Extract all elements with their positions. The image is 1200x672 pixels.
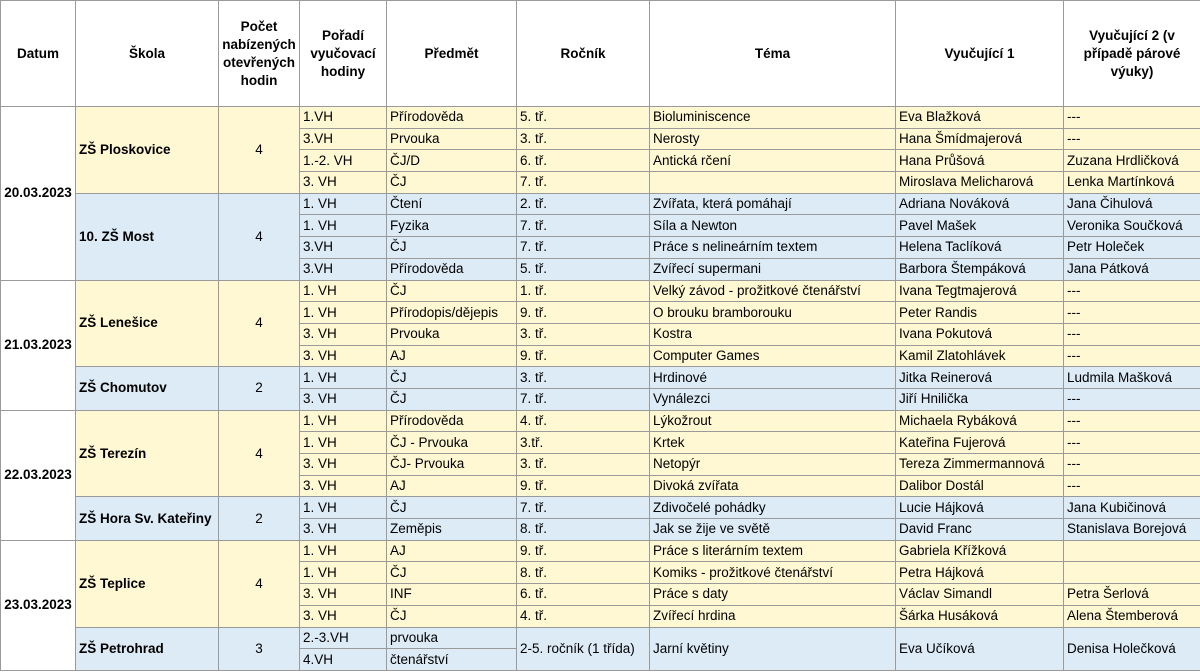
grade-cell[interactable]: 9. tř. (517, 302, 650, 324)
t1-cell[interactable]: Jitka Reinerová (896, 367, 1064, 389)
t2-cell[interactable]: --- (1064, 345, 1200, 367)
topic-cell[interactable]: Vynálezci (650, 388, 896, 410)
t2-cell[interactable]: Petr Holeček (1064, 237, 1200, 259)
t2-cell[interactable]: --- (1064, 280, 1200, 302)
date-cell[interactable]: 20.03.2023 (1, 107, 76, 281)
subject-cell[interactable]: AJ (387, 345, 517, 367)
grade-cell[interactable]: 9. tř. (517, 345, 650, 367)
topic-cell[interactable]: Zvířata, která pomáhají (650, 193, 896, 215)
school-cell[interactable]: ZŠ Petrohrad (76, 627, 219, 670)
subject-cell[interactable]: prvouka (387, 627, 517, 649)
topic-cell[interactable]: Kostra (650, 323, 896, 345)
t1-cell[interactable]: Pavel Mašek (896, 215, 1064, 237)
topic-cell[interactable]: Zvířecí supermani (650, 258, 896, 280)
order-cell[interactable]: 3. VH (300, 454, 387, 476)
t1-cell[interactable]: Michaela Rybáková (896, 410, 1064, 432)
subject-cell[interactable]: ČJ (387, 367, 517, 389)
subject-cell[interactable]: ČJ/D (387, 150, 517, 172)
t2-cell[interactable]: Ludmila Mašková (1064, 367, 1200, 389)
topic-cell[interactable]: Lýkožrout (650, 410, 896, 432)
subject-cell[interactable]: Fyzika (387, 215, 517, 237)
subject-cell[interactable]: Přírodověda (387, 410, 517, 432)
grade-cell[interactable]: 8. tř. (517, 562, 650, 584)
subject-cell[interactable]: Prvouka (387, 323, 517, 345)
t2-cell[interactable]: Lenka Martínková (1064, 172, 1200, 194)
t2-cell[interactable]: Denisa Holečková (1064, 627, 1200, 670)
subject-cell[interactable]: Přírodověda (387, 258, 517, 280)
grade-cell[interactable]: 2-5. ročník (1 třída) (517, 627, 650, 670)
t1-cell[interactable]: Ivana Tegtmajerová (896, 280, 1064, 302)
subject-cell[interactable]: ČJ (387, 280, 517, 302)
grade-cell[interactable]: 6. tř. (517, 150, 650, 172)
t1-cell[interactable]: Václav Simandl (896, 584, 1064, 606)
t2-cell[interactable] (1064, 562, 1200, 584)
topic-cell[interactable]: Jarní květiny (650, 627, 896, 670)
t2-cell[interactable]: --- (1064, 454, 1200, 476)
topic-cell[interactable]: Bioluminiscence (650, 107, 896, 129)
count-cell[interactable]: 4 (219, 540, 300, 627)
topic-cell[interactable]: Práce s literárním textem (650, 540, 896, 562)
header-grade[interactable]: Ročník (517, 1, 650, 107)
order-cell[interactable]: 3. VH (300, 605, 387, 627)
grade-cell[interactable]: 9. tř. (517, 540, 650, 562)
t2-cell[interactable]: Jana Čihulová (1064, 193, 1200, 215)
t1-cell[interactable]: Ivana Pokutová (896, 323, 1064, 345)
t2-cell[interactable]: Jana Kubičinová (1064, 497, 1200, 519)
t1-cell[interactable]: David Franc (896, 519, 1064, 541)
t1-cell[interactable]: Barbora Štempáková (896, 258, 1064, 280)
table-row (1, 107, 1200, 129)
count-cell[interactable]: 4 (219, 280, 300, 367)
t1-cell[interactable]: Miroslava Melicharová (896, 172, 1064, 194)
subject-cell[interactable]: INF (387, 584, 517, 606)
order-cell[interactable]: 3.VH (300, 237, 387, 259)
school-cell[interactable]: ZŠ Chomutov (76, 367, 219, 410)
order-cell[interactable]: 1. VH (300, 367, 387, 389)
subject-cell[interactable]: ČJ- Prvouka (387, 454, 517, 476)
t1-cell[interactable]: Petra Hájková (896, 562, 1064, 584)
grade-cell[interactable]: 4. tř. (517, 605, 650, 627)
order-cell[interactable]: 3. VH (300, 519, 387, 541)
subject-cell[interactable]: ČJ (387, 605, 517, 627)
topic-cell[interactable]: Zvířecí hrdina (650, 605, 896, 627)
order-cell[interactable]: 3. VH (300, 323, 387, 345)
t1-cell[interactable]: Šárka Husáková (896, 605, 1064, 627)
t1-cell[interactable]: Eva Blažková (896, 107, 1064, 129)
topic-cell[interactable]: Komiks - prožitkové čtenářství (650, 562, 896, 584)
t1-cell[interactable]: Eva Učíková (896, 627, 1064, 670)
subject-cell[interactable]: Přírodopis/dějepis (387, 302, 517, 324)
date-cell[interactable]: 21.03.2023 (1, 280, 76, 410)
subject-cell[interactable]: Přírodověda (387, 107, 517, 129)
order-cell[interactable]: 3.VH (300, 128, 387, 150)
t1-cell[interactable]: Helena Taclíková (896, 237, 1064, 259)
t1-cell[interactable]: Dalibor Dostál (896, 475, 1064, 497)
t2-cell[interactable]: Alena Štemberová (1064, 605, 1200, 627)
subject-cell[interactable]: ČJ (387, 497, 517, 519)
count-cell[interactable]: 4 (219, 193, 300, 280)
grade-cell[interactable]: 5. tř. (517, 258, 650, 280)
header-teacher2[interactable]: Vyučující 2 (v případě párové výuky) (1064, 1, 1200, 107)
subject-cell[interactable]: ČJ (387, 172, 517, 194)
topic-cell[interactable]: O brouku bramborouku (650, 302, 896, 324)
grade-cell[interactable]: 4. tř. (517, 410, 650, 432)
grade-cell[interactable]: 8. tř. (517, 519, 650, 541)
order-cell[interactable]: 1. VH (300, 497, 387, 519)
header-count[interactable]: Počet nabízených otevřených hodin (219, 1, 300, 107)
t2-cell[interactable]: --- (1064, 302, 1200, 324)
subject-cell[interactable]: AJ (387, 540, 517, 562)
topic-cell[interactable]: Antická rčení (650, 150, 896, 172)
topic-cell[interactable]: Jak se žije ve světě (650, 519, 896, 541)
t2-cell[interactable]: --- (1064, 475, 1200, 497)
order-cell[interactable]: 1. VH (300, 193, 387, 215)
order-cell[interactable]: 3. VH (300, 475, 387, 497)
topic-cell[interactable]: Divoká zvířata (650, 475, 896, 497)
t2-cell[interactable]: --- (1064, 432, 1200, 454)
topic-cell[interactable]: Netopýr (650, 454, 896, 476)
table-row (1, 193, 1200, 215)
t1-cell[interactable]: Hana Šmídmajerová (896, 128, 1064, 150)
count-cell[interactable]: 4 (219, 107, 300, 194)
grade-cell[interactable]: 3. tř. (517, 367, 650, 389)
t2-cell[interactable]: Veronika Součková (1064, 215, 1200, 237)
t2-cell[interactable]: --- (1064, 410, 1200, 432)
header-date[interactable]: Datum (1, 1, 76, 107)
order-cell[interactable]: 4.VH (300, 649, 387, 671)
table-row (1, 367, 1200, 389)
subject-cell[interactable]: ČJ (387, 237, 517, 259)
t1-cell[interactable]: Jiří Hnilička (896, 388, 1064, 410)
subject-cell[interactable]: Zeměpis (387, 519, 517, 541)
grade-cell[interactable]: 3. tř. (517, 323, 650, 345)
t2-cell[interactable] (1064, 540, 1200, 562)
subject-cell[interactable]: AJ (387, 475, 517, 497)
subject-cell[interactable]: Čtení (387, 193, 517, 215)
topic-cell[interactable]: Krtek (650, 432, 896, 454)
grade-cell[interactable]: 9. tř. (517, 475, 650, 497)
order-cell[interactable]: 3. VH (300, 388, 387, 410)
table-body (1, 107, 1200, 671)
subject-cell[interactable]: ČJ (387, 562, 517, 584)
table-row (1, 497, 1200, 519)
topic-cell[interactable]: Zdivočelé pohádky (650, 497, 896, 519)
subject-cell[interactable]: ČJ - Prvouka (387, 432, 517, 454)
order-cell[interactable]: 1. VH (300, 410, 387, 432)
t2-cell[interactable]: Jana Pátková (1064, 258, 1200, 280)
header-teacher1[interactable]: Vyučující 1 (896, 1, 1064, 107)
count-cell[interactable]: 4 (219, 410, 300, 497)
header-topic[interactable]: Téma (650, 1, 896, 107)
topic-cell[interactable] (650, 172, 896, 194)
topic-cell[interactable]: Síla a Newton (650, 215, 896, 237)
school-cell[interactable]: ZŠ Terezín (76, 410, 219, 497)
school-cell[interactable]: ZŠ Teplice (76, 540, 219, 627)
order-cell[interactable]: 2.-3.VH (300, 627, 387, 649)
order-cell[interactable]: 1. VH (300, 280, 387, 302)
grade-cell[interactable]: 7. tř. (517, 172, 650, 194)
grade-cell[interactable]: 1. tř. (517, 280, 650, 302)
order-cell[interactable]: 1. VH (300, 562, 387, 584)
grade-cell[interactable]: 2. tř. (517, 193, 650, 215)
t2-cell[interactable]: --- (1064, 323, 1200, 345)
order-cell[interactable]: 1. VH (300, 215, 387, 237)
grade-cell[interactable]: 6. tř. (517, 584, 650, 606)
t1-cell[interactable]: Tereza Zimmermannová (896, 454, 1064, 476)
table-row (1, 627, 1200, 649)
subject-cell[interactable]: ČJ (387, 388, 517, 410)
subject-cell[interactable]: Prvouka (387, 128, 517, 150)
t1-cell[interactable]: Adriana Nováková (896, 193, 1064, 215)
table-row (1, 410, 1200, 432)
t2-cell[interactable]: --- (1064, 128, 1200, 150)
date-cell[interactable]: 22.03.2023 (1, 410, 76, 540)
t1-cell[interactable]: Hana Průšová (896, 150, 1064, 172)
t1-cell[interactable]: Kamil Zlatohlávek (896, 345, 1064, 367)
order-cell[interactable]: 3.VH (300, 258, 387, 280)
grade-cell[interactable]: 7. tř. (517, 237, 650, 259)
count-cell[interactable]: 2 (219, 367, 300, 410)
school-cell[interactable]: ZŠ Ploskovice (76, 107, 219, 194)
t2-cell[interactable]: --- (1064, 107, 1200, 129)
topic-cell[interactable]: Computer Games (650, 345, 896, 367)
header-row (1, 1, 1200, 107)
topic-cell[interactable]: Práce s nelineárním textem (650, 237, 896, 259)
t2-cell[interactable]: Petra Šerlová (1064, 584, 1200, 606)
school-cell[interactable]: ZŠ Hora Sv. Kateřiny (76, 497, 219, 540)
order-cell[interactable]: 3. VH (300, 172, 387, 194)
order-cell[interactable]: 1.VH (300, 107, 387, 129)
date-cell[interactable]: 23.03.2023 (1, 540, 76, 670)
order-cell[interactable]: 1. VH (300, 302, 387, 324)
grade-cell[interactable]: 7. tř. (517, 388, 650, 410)
order-cell[interactable]: 1. VH (300, 540, 387, 562)
school-cell[interactable]: ZŠ Lenešice (76, 280, 219, 367)
grade-cell[interactable]: 3. tř. (517, 128, 650, 150)
count-cell[interactable]: 2 (219, 497, 300, 540)
header-order[interactable]: Pořadí vyučovací hodiny (300, 1, 387, 107)
order-cell[interactable]: 3. VH (300, 345, 387, 367)
subject-cell[interactable]: čtenářství (387, 649, 517, 671)
count-cell[interactable]: 3 (219, 627, 300, 670)
table-row (1, 540, 1200, 562)
header-subject[interactable]: Předmět (387, 1, 517, 107)
t1-cell[interactable]: Lucie Hájková (896, 497, 1064, 519)
topic-cell[interactable]: Velký závod - prožitkové čtenářství (650, 280, 896, 302)
order-cell[interactable]: 1.-2. VH (300, 150, 387, 172)
t1-cell[interactable]: Peter Randis (896, 302, 1064, 324)
t2-cell[interactable]: Stanislava Borejová (1064, 519, 1200, 541)
order-cell[interactable]: 1. VH (300, 432, 387, 454)
grade-cell[interactable]: 7. tř. (517, 215, 650, 237)
topic-cell[interactable]: Hrdinové (650, 367, 896, 389)
topic-cell[interactable]: Nerosty (650, 128, 896, 150)
grade-cell[interactable]: 3. tř. (517, 454, 650, 476)
grade-cell[interactable]: 7. tř. (517, 497, 650, 519)
header-school[interactable]: Škola (76, 1, 219, 107)
topic-cell[interactable]: Práce s daty (650, 584, 896, 606)
school-cell[interactable]: 10. ZŠ Most (76, 193, 219, 280)
t1-cell[interactable]: Gabriela Křížková (896, 540, 1064, 562)
order-cell[interactable]: 3. VH (300, 584, 387, 606)
t1-cell[interactable]: Kateřina Fujerová (896, 432, 1064, 454)
t2-cell[interactable]: --- (1064, 388, 1200, 410)
t2-cell[interactable]: Zuzana Hrdličková (1064, 150, 1200, 172)
grade-cell[interactable]: 3.tř. (517, 432, 650, 454)
grade-cell[interactable]: 5. tř. (517, 107, 650, 129)
table-row (1, 280, 1200, 302)
